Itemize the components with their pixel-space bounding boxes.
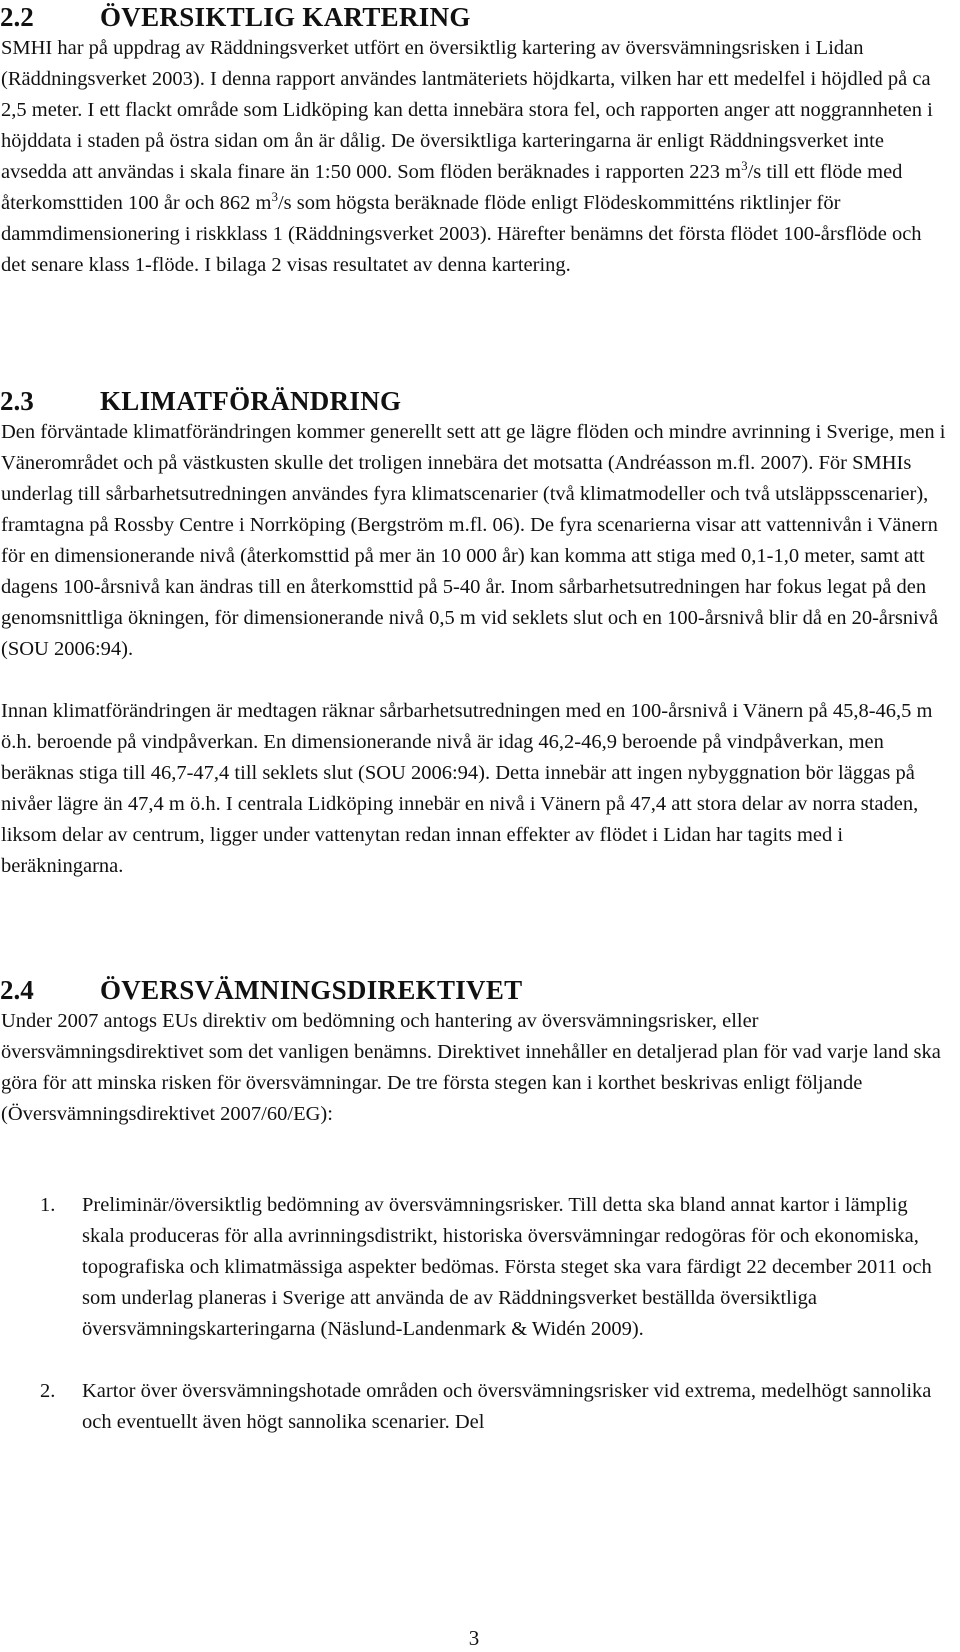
paragraph-text: SMHI har på uppdrag av Räddningsverket utfört en översiktlig kartering av översvämningsrisken i Lidan (Räddningsverket 2003). I denna rapport användes lantmäteriets höjdkarta, vilken har ett medelfel i höjdled på ca 2,5 meter. I ett flackt område som Lidköping kan detta innebära stora fel, och rapporten anger att noggrannheten i höjddata i staden på östra sidan om ån är dålig. De översiktliga karteringarna är enligt Räddningsverket inte avsedda att användas i skala finare än 1:50 000. Som flöden beräknades i rapporten 223 m [1,37,933,183]
superscript: 3 [271,189,278,204]
section-title: KLIMATFÖRÄNDRING [100,386,402,416]
paragraph: Innan klimatförändringen är medtagen räknar sårbarhetsutredningen med en 100-årsnivå i Vänern på 45,8-46,5 m ö.h. beroende på vindpåverkan. En dimensionerande nivå är idag 46,2-46,9 beroende på vindpåverkan, men beräknas stiga till 46,7-47,4 till seklets slut (SOU 2006:94). Detta innebär att ingen nybyggnation bör läggas på nivåer lägre än 47,4 m ö.h. I centrala Lidköping innebär en nivå i Vänern på 47,4 att stora delar av norra staden, liksom delar av centrum, ligger under vattenytan redan innan effekter av flödet i Lidan har tagits med i beräkningarna. [1,700,933,877]
section-number: 2.3 [0,386,34,416]
paragraph: Under 2007 antogs EUs direktiv om bedömning och hantering av översvämningsrisker, eller översvämningsdirektivet som det vanligen benämns. Direktivet innehåller en detaljerad plan för vad varje land ska göra för att minska risken för översvämningar. De tre första stegen kan i korthet beskrivas enligt följande (Översvämningsdirektivet 2007/60/EG): [1,1010,941,1125]
section-number: 2.4 [0,975,34,1005]
list-item [0,1190,948,1345]
paragraph: Den förväntade klimatförändringen kommer generellt sett att ge lägre flöden och mindre avrinning i Sverige, men i Vänerområdet och på västkusten skulle det troligen innebära det motsatta (Andréasson m.fl. 2007). För SMHIs underlag till sårbarhetsutredningen användes fyra klimatscenarier (två klimatmodeller och två utsläppsscenarier), framtagna på Rossby Centre i Norrköping (Bergström m.fl. 06). De fyra scenarierna visar att vattennivån i Vänern för en dimensionerande nivå (återkomsttid på mer än 10 000 år) kan komma att stiga med 0,1-1,0 meter, samt att dagens 100-årsnivå kan ändras till en återkomsttid på 5-40 år. Inom sårbarhetsutredningen har fokus legat på den genomsnittliga ökningen, för dimensionerande nivå 0,5 m vid seklets slut och en 100-årsnivå blir då en 20-årsnivå (SOU 2006:94). [1,421,946,660]
section-2-2 [0,2,948,281]
list-item-text: Kartor över översvämningshotade områden och översvämningsrisker vid extrema, medelhögt sannolika och eventuellt även högt sannolika scenarier. Del [82,1380,932,1433]
section-title: ÖVERSVÄMNINGSDIREKTIVET [100,975,523,1005]
list-marker: 1. [40,1194,56,1216]
superscript: 3 [741,158,748,173]
directive-steps-list [0,1190,948,1438]
section-heading [0,975,948,1005]
section-title: ÖVERSIKTLIG KARTERING [100,2,471,32]
list-marker: 2. [40,1380,56,1402]
list-item-text: Preliminär/översiktlig bedömning av översvämningsrisker. Till detta ska bland annat kartor i lämplig skala produceras för alla avrinningsdistrikt, historiska översvämningar redogöras för och ekonomiska, topografiska och klimatmässiga aspekter bedömas. Första steget ska vara färdigt 22 december 2011 och som underlag planeras i Sverige att använda de av Räddningsverket beställda översiktliga översvämningskarteringarna (Näslund-Landenmark & Widén 2009). [82,1194,932,1340]
section-2-3 [0,386,948,882]
page-number: 3 [468,1626,480,1650]
section-number: 2.2 [0,2,34,32]
section-2-4 [0,975,948,1130]
list-item [0,1376,948,1438]
paragraph-text: /s till ett flöde med återkomsttiden 100 år och 862 m [1,161,903,214]
section-heading [0,2,948,32]
paragraph-text: /s som högsta beräknade flöde enligt Flödeskommitténs riktlinjer för dammdimensionering i riskklass 1 (Räddningsverket 2003). Härefter benämns det första flödet 100-årsflöde och det senare klass 1-flöde. I bilaga 2 visas resultatet av denna kartering. [1,192,922,276]
section-heading [0,386,948,416]
paragraph [0,33,948,281]
